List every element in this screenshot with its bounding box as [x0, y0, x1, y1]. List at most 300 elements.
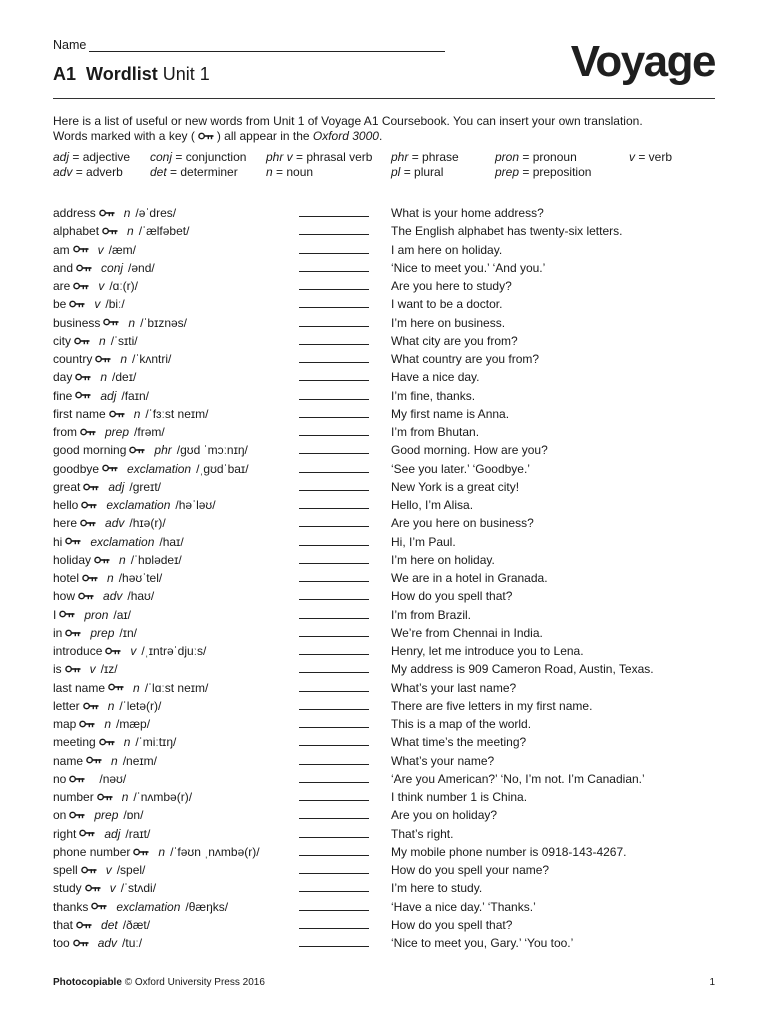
key-icon	[76, 264, 92, 272]
word-entry	[53, 825, 150, 843]
example-sentence: ‘Nice to meet you.’ ‘And you.’	[391, 260, 546, 275]
part-of-speech: n	[123, 735, 131, 750]
translation-blank[interactable]	[299, 271, 369, 272]
key-icon	[78, 592, 94, 600]
translation-blank[interactable]	[299, 526, 369, 527]
word-list	[53, 204, 715, 952]
example-sentence: My address is 909 Cameron Road, Austin, Texas.	[391, 662, 654, 677]
word-row	[53, 898, 715, 916]
abbreviation-meaning: = preposition	[522, 165, 592, 179]
word-entry	[53, 569, 162, 587]
word-entry	[53, 788, 192, 806]
abbreviation-row	[53, 150, 715, 165]
pronunciation: /haʊ/	[127, 589, 155, 604]
headword: fine	[53, 388, 73, 403]
key-icon	[97, 793, 113, 801]
abbreviation-key: adv	[53, 165, 73, 179]
part-of-speech: n	[107, 698, 115, 713]
example-sentence: My mobile phone number is 0918-143-4267.	[391, 844, 627, 859]
translation-blank[interactable]	[299, 417, 369, 418]
headword: from	[53, 425, 77, 439]
translation-blank[interactable]	[299, 563, 369, 564]
translation-blank[interactable]	[299, 873, 369, 874]
headword: great	[53, 479, 81, 494]
word-entry	[53, 460, 249, 478]
pronunciation: /ˈstʌdi/	[120, 881, 157, 896]
translation-blank[interactable]	[299, 764, 369, 765]
intro-line-2: Words marked with a key ( ) all appear in the Oxford 3000.	[53, 129, 383, 143]
word-row	[53, 679, 715, 697]
translation-blank[interactable]	[299, 545, 369, 546]
example-sentence: The English alphabet has twenty-six letters.	[391, 224, 623, 239]
part-of-speech: v	[98, 279, 105, 293]
headword: hello	[53, 498, 79, 512]
translation-blank[interactable]	[299, 928, 369, 929]
example-sentence: We are in a hotel in Granada.	[391, 571, 548, 585]
key-icon	[69, 300, 85, 308]
word-entry	[53, 514, 166, 532]
translation-blank[interactable]	[299, 837, 369, 838]
abbreviation-key: adj	[53, 150, 70, 164]
pronunciation: /ɡreɪt/	[129, 479, 161, 494]
page-title	[53, 64, 210, 85]
part-of-speech: n	[121, 790, 129, 804]
headword: thanks	[53, 899, 89, 914]
headword: are	[53, 279, 71, 293]
word-row	[53, 222, 715, 240]
word-row	[53, 350, 715, 368]
translation-blank[interactable]	[299, 472, 369, 473]
example-sentence: What is your home address?	[391, 206, 544, 220]
abbreviation-meaning: = phrase	[411, 150, 459, 164]
word-row	[53, 259, 715, 277]
translation-blank[interactable]	[299, 672, 369, 673]
key-icon	[105, 647, 121, 655]
part-of-speech: n	[99, 333, 106, 348]
key-icon	[91, 902, 107, 910]
word-entry	[53, 295, 125, 313]
translation-blank[interactable]	[299, 599, 369, 600]
translation-blank[interactable]	[299, 782, 369, 783]
word-row	[53, 569, 715, 587]
pronunciation: /ˈfəʊn ˌnʌmbə(r)/	[170, 844, 260, 859]
key-icon	[59, 610, 75, 618]
translation-blank[interactable]	[299, 344, 369, 345]
pronunciation: /biː/	[105, 297, 125, 312]
key-icon	[102, 227, 118, 235]
part-of-speech: n	[120, 352, 128, 366]
translation-blank[interactable]	[299, 618, 369, 619]
word-entry	[53, 624, 137, 642]
abbreviation-key: phr	[391, 150, 409, 164]
translation-blank[interactable]	[299, 490, 369, 491]
example-sentence: My first name is Anna.	[391, 406, 510, 421]
key-icon	[86, 756, 102, 764]
word-entry	[53, 843, 260, 861]
example-sentence: Hi, I’m Paul.	[391, 534, 456, 549]
photocopiable-label: Photocopiable	[53, 977, 122, 988]
word-row	[53, 295, 715, 313]
translation-blank[interactable]	[299, 910, 369, 911]
abbreviation-meaning: = conjunction	[175, 150, 247, 164]
abbreviation-item	[53, 150, 130, 164]
translation-blank[interactable]	[299, 745, 369, 746]
word-entry	[53, 861, 145, 879]
word-row	[53, 387, 715, 405]
headword: country	[53, 352, 93, 366]
translation-blank[interactable]	[299, 380, 369, 381]
word-entry	[53, 368, 136, 386]
word-row	[53, 788, 715, 806]
headword: spell	[53, 863, 78, 877]
pronunciation: /θæŋks/	[185, 899, 229, 914]
word-row	[53, 861, 715, 879]
example-sentence: Are you here to study?	[391, 279, 512, 293]
key-icon	[83, 483, 99, 491]
pronunciation: /həʊˈtel/	[118, 571, 163, 585]
pronunciation: /ˈnʌmbə(r)/	[133, 790, 193, 804]
word-entry	[53, 204, 176, 222]
word-entry	[53, 642, 206, 660]
example-sentence: I’m here to study.	[391, 881, 483, 896]
example-sentence: What’s your last name?	[391, 680, 517, 695]
example-sentence: I’m here on business.	[391, 315, 506, 330]
headword: city	[53, 333, 71, 348]
part-of-speech: conj	[101, 260, 124, 275]
abbreviation-key: n	[266, 165, 273, 179]
word-row	[53, 204, 715, 222]
abbreviation-row	[53, 165, 715, 180]
abbreviation-item	[266, 150, 372, 164]
example-sentence: Hello, I’m Alisa.	[391, 498, 474, 512]
translation-blank[interactable]	[299, 654, 369, 655]
pronunciation: /deɪ/	[112, 370, 137, 385]
word-row	[53, 533, 715, 551]
part-of-speech: n	[100, 370, 108, 385]
key-icon	[198, 132, 214, 140]
example-sentence: There are five letters in my first name.	[391, 698, 593, 713]
word-row	[53, 514, 715, 532]
key-icon	[69, 775, 85, 783]
key-icon	[75, 391, 91, 399]
headword: number	[53, 790, 94, 804]
key-icon	[80, 519, 96, 527]
example-sentence: How do you spell that?	[391, 917, 513, 932]
key-icon	[129, 446, 145, 454]
abbreviation-meaning: = plural	[403, 165, 444, 179]
translation-blank[interactable]	[299, 253, 369, 254]
abbreviation-meaning: = phrasal verb	[296, 150, 373, 164]
name-field[interactable]	[89, 39, 445, 52]
pronunciation: /həˈləʊ/	[175, 498, 216, 512]
word-row	[53, 606, 715, 624]
word-row	[53, 770, 715, 788]
abbreviation-item	[391, 150, 459, 164]
part-of-speech: n	[107, 571, 114, 585]
translation-blank[interactable]	[299, 581, 369, 582]
word-row	[53, 825, 715, 843]
pronunciation: /ɑː(r)/	[109, 279, 139, 293]
headword: address	[53, 206, 96, 220]
part-of-speech: n	[133, 406, 141, 421]
abbreviation-item	[150, 150, 246, 164]
title-level: A1	[53, 64, 77, 84]
word-row	[53, 241, 715, 259]
header-divider	[53, 98, 715, 99]
translation-blank[interactable]	[299, 800, 369, 801]
example-sentence: What city are you from?	[391, 333, 518, 348]
headword: introduce	[53, 644, 103, 658]
translation-blank[interactable]	[299, 289, 369, 290]
headword: name	[53, 753, 84, 768]
word-entry	[53, 332, 138, 350]
headword: I	[53, 607, 57, 622]
word-row	[53, 879, 715, 897]
example-sentence: ‘Have a nice day.’ ‘Thanks.’	[391, 899, 536, 914]
part-of-speech: exclamation	[106, 498, 171, 512]
word-entry	[53, 222, 189, 240]
part-of-speech: v	[97, 242, 104, 257]
word-row	[53, 697, 715, 715]
pronunciation: /aɪ/	[113, 607, 131, 622]
part-of-speech: prep	[105, 425, 130, 439]
key-icon	[82, 574, 98, 582]
key-icon	[65, 629, 81, 637]
abbreviation-key: phr v	[266, 150, 293, 164]
word-entry	[53, 259, 155, 277]
part-of-speech: adj	[100, 388, 117, 403]
word-row	[53, 624, 715, 642]
key-icon	[65, 537, 81, 545]
part-of-speech: adj	[108, 479, 125, 494]
word-row	[53, 752, 715, 770]
example-sentence: New York is a great city!	[391, 479, 520, 494]
key-icon	[74, 337, 90, 345]
pronunciation: /mæp/	[116, 717, 151, 731]
headword: here	[53, 516, 78, 531]
word-row	[53, 332, 715, 350]
translation-blank[interactable]	[299, 435, 369, 436]
headword: last name	[53, 680, 106, 695]
pronunciation: /tuː/	[122, 936, 143, 950]
headword: that	[53, 917, 74, 932]
pronunciation: /raɪt/	[125, 826, 151, 841]
word-entry	[53, 806, 143, 824]
word-row	[53, 551, 715, 569]
example-sentence: What’s your name?	[391, 753, 495, 768]
intro-line-1: Here is a list of useful or new words from Unit 1 of Voyage A1 Coursebook. You can insert your own translation.	[53, 114, 643, 128]
headword: on	[53, 808, 67, 823]
key-icon	[69, 811, 85, 819]
key-icon	[76, 921, 92, 929]
key-icon	[79, 720, 95, 728]
part-of-speech: exclamation	[127, 461, 192, 476]
part-of-speech: n	[111, 753, 118, 768]
headword: how	[53, 589, 76, 604]
word-entry	[53, 423, 165, 441]
key-icon	[83, 702, 99, 710]
headword: right	[53, 826, 77, 841]
key-icon	[85, 884, 101, 892]
part-of-speech: pron	[84, 607, 109, 622]
headword: be	[53, 297, 67, 312]
example-sentence: ‘Are you American?’ ‘No, I’m not. I’m Canadian.’	[391, 771, 645, 786]
headword: hi	[53, 534, 63, 549]
headword: alphabet	[53, 224, 100, 239]
example-sentence: ‘See you later.’ ‘Goodbye.’	[391, 461, 530, 476]
headword: too	[53, 936, 70, 950]
abbreviation-key: pl	[391, 165, 401, 179]
page-number: 1	[709, 977, 715, 988]
pronunciation: /ˈhɒlədeɪ/	[130, 552, 182, 567]
key-icon	[65, 665, 81, 673]
translation-blank[interactable]	[299, 691, 369, 692]
abbreviation-item	[629, 150, 672, 164]
pronunciation: /ˌɡʊdˈbaɪ/	[196, 461, 249, 476]
part-of-speech: v	[89, 662, 96, 677]
headword: phone number	[53, 844, 131, 859]
word-entry	[53, 733, 176, 751]
part-of-speech: n	[123, 206, 131, 220]
title-main: Wordlist	[86, 64, 158, 84]
abbreviation-meaning: = verb	[638, 150, 673, 164]
pronunciation: /ɪn/	[119, 625, 137, 640]
example-sentence: I’m here on holiday.	[391, 552, 495, 567]
word-entry	[53, 715, 150, 733]
word-row	[53, 806, 715, 824]
headword: and	[53, 260, 74, 275]
key-icon	[102, 464, 118, 472]
pronunciation: /əˈdres/	[135, 206, 177, 220]
key-icon	[79, 829, 95, 837]
pronunciation: /nəʊ/	[99, 771, 127, 786]
abbreviation-meaning: = adjective	[72, 150, 131, 164]
translation-blank[interactable]	[299, 326, 369, 327]
example-sentence: That’s right.	[391, 826, 454, 841]
word-entry	[53, 879, 156, 897]
part-of-speech: phr	[154, 443, 172, 458]
word-row	[53, 587, 715, 605]
word-entry	[53, 660, 118, 678]
key-icon	[99, 209, 115, 217]
pronunciation: /ənd/	[128, 260, 155, 275]
example-sentence: I think number 1 is China.	[391, 790, 528, 804]
example-sentence: Are you here on business?	[391, 516, 534, 531]
translation-blank[interactable]	[299, 946, 369, 947]
translation-blank[interactable]	[299, 362, 369, 363]
example-sentence: What country are you from?	[391, 352, 540, 366]
pronunciation: /spel/	[116, 863, 146, 877]
translation-blank[interactable]	[299, 709, 369, 710]
word-entry	[53, 551, 182, 569]
word-entry	[53, 496, 216, 514]
translation-blank[interactable]	[299, 216, 369, 217]
part-of-speech: n	[133, 680, 140, 695]
part-of-speech: exclamation	[116, 899, 181, 914]
key-icon	[80, 428, 96, 436]
pronunciation: /hɪə(r)/	[129, 516, 166, 531]
translation-blank[interactable]	[299, 234, 369, 235]
translation-blank[interactable]	[299, 855, 369, 856]
headword: business	[53, 315, 101, 330]
key-icon	[133, 848, 149, 856]
abbreviation-key: det	[150, 165, 167, 179]
word-row	[53, 460, 715, 478]
headword: letter	[53, 698, 80, 713]
translation-blank[interactable]	[299, 453, 369, 454]
pronunciation: /ðæt/	[122, 917, 151, 932]
pronunciation: /ˈmiːtɪŋ/	[135, 735, 177, 750]
pronunciation: /ˈsɪti/	[110, 333, 138, 348]
word-entry	[53, 533, 184, 551]
part-of-speech: adv	[97, 936, 118, 950]
pronunciation: /ˈbɪznəs/	[140, 315, 188, 330]
word-entry	[53, 679, 208, 697]
headword: good morning	[53, 443, 127, 458]
footer	[53, 977, 265, 988]
pronunciation: /ɡʊd ˈmɔːnɪŋ/	[176, 443, 248, 458]
example-sentence: We’re from Chennai in India.	[391, 625, 543, 640]
abbreviation-key: pron	[495, 150, 520, 164]
headword: day	[53, 370, 73, 385]
translation-blank[interactable]	[299, 818, 369, 819]
word-row	[53, 934, 715, 952]
translation-blank[interactable]	[299, 307, 369, 308]
example-sentence: This is a map of the world.	[391, 717, 532, 731]
pronunciation: /ɪz/	[100, 662, 118, 677]
translation-blank[interactable]	[299, 727, 369, 728]
part-of-speech: exclamation	[90, 534, 155, 549]
word-entry	[53, 770, 126, 788]
word-row	[53, 843, 715, 861]
pronunciation: /ˌɪntrəˈdjuːs/	[141, 644, 207, 658]
part-of-speech: prep	[94, 808, 119, 823]
part-of-speech: n	[158, 844, 166, 859]
key-icon	[109, 410, 125, 418]
key-icon	[73, 282, 89, 290]
word-row	[53, 423, 715, 441]
key-icon	[73, 245, 89, 253]
example-sentence: I’m fine, thanks.	[391, 388, 476, 403]
word-entry	[53, 387, 149, 405]
abbreviation-key	[53, 150, 715, 180]
abbreviation-item	[53, 165, 123, 179]
word-row	[53, 441, 715, 459]
pronunciation: /neɪm/	[122, 753, 158, 768]
headword: goodbye	[53, 461, 100, 476]
example-sentence: Henry, let me introduce you to Lena.	[391, 644, 584, 658]
word-entry	[53, 478, 161, 496]
word-entry	[53, 752, 157, 770]
intro-text	[53, 114, 693, 144]
example-sentence: Good morning. How are you?	[391, 443, 548, 458]
translation-blank[interactable]	[299, 891, 369, 892]
word-row	[53, 660, 715, 678]
translation-blank[interactable]	[299, 399, 369, 400]
key-icon	[103, 318, 119, 326]
word-row	[53, 478, 715, 496]
word-entry	[53, 441, 248, 459]
word-entry	[53, 350, 171, 368]
abbreviation-meaning: = adverb	[75, 165, 123, 179]
example-sentence: How do you spell that?	[391, 589, 513, 604]
translation-blank[interactable]	[299, 636, 369, 637]
word-row	[53, 733, 715, 751]
headword: is	[53, 662, 62, 677]
word-entry	[53, 606, 131, 624]
translation-blank[interactable]	[299, 508, 369, 509]
key-icon	[81, 501, 97, 509]
